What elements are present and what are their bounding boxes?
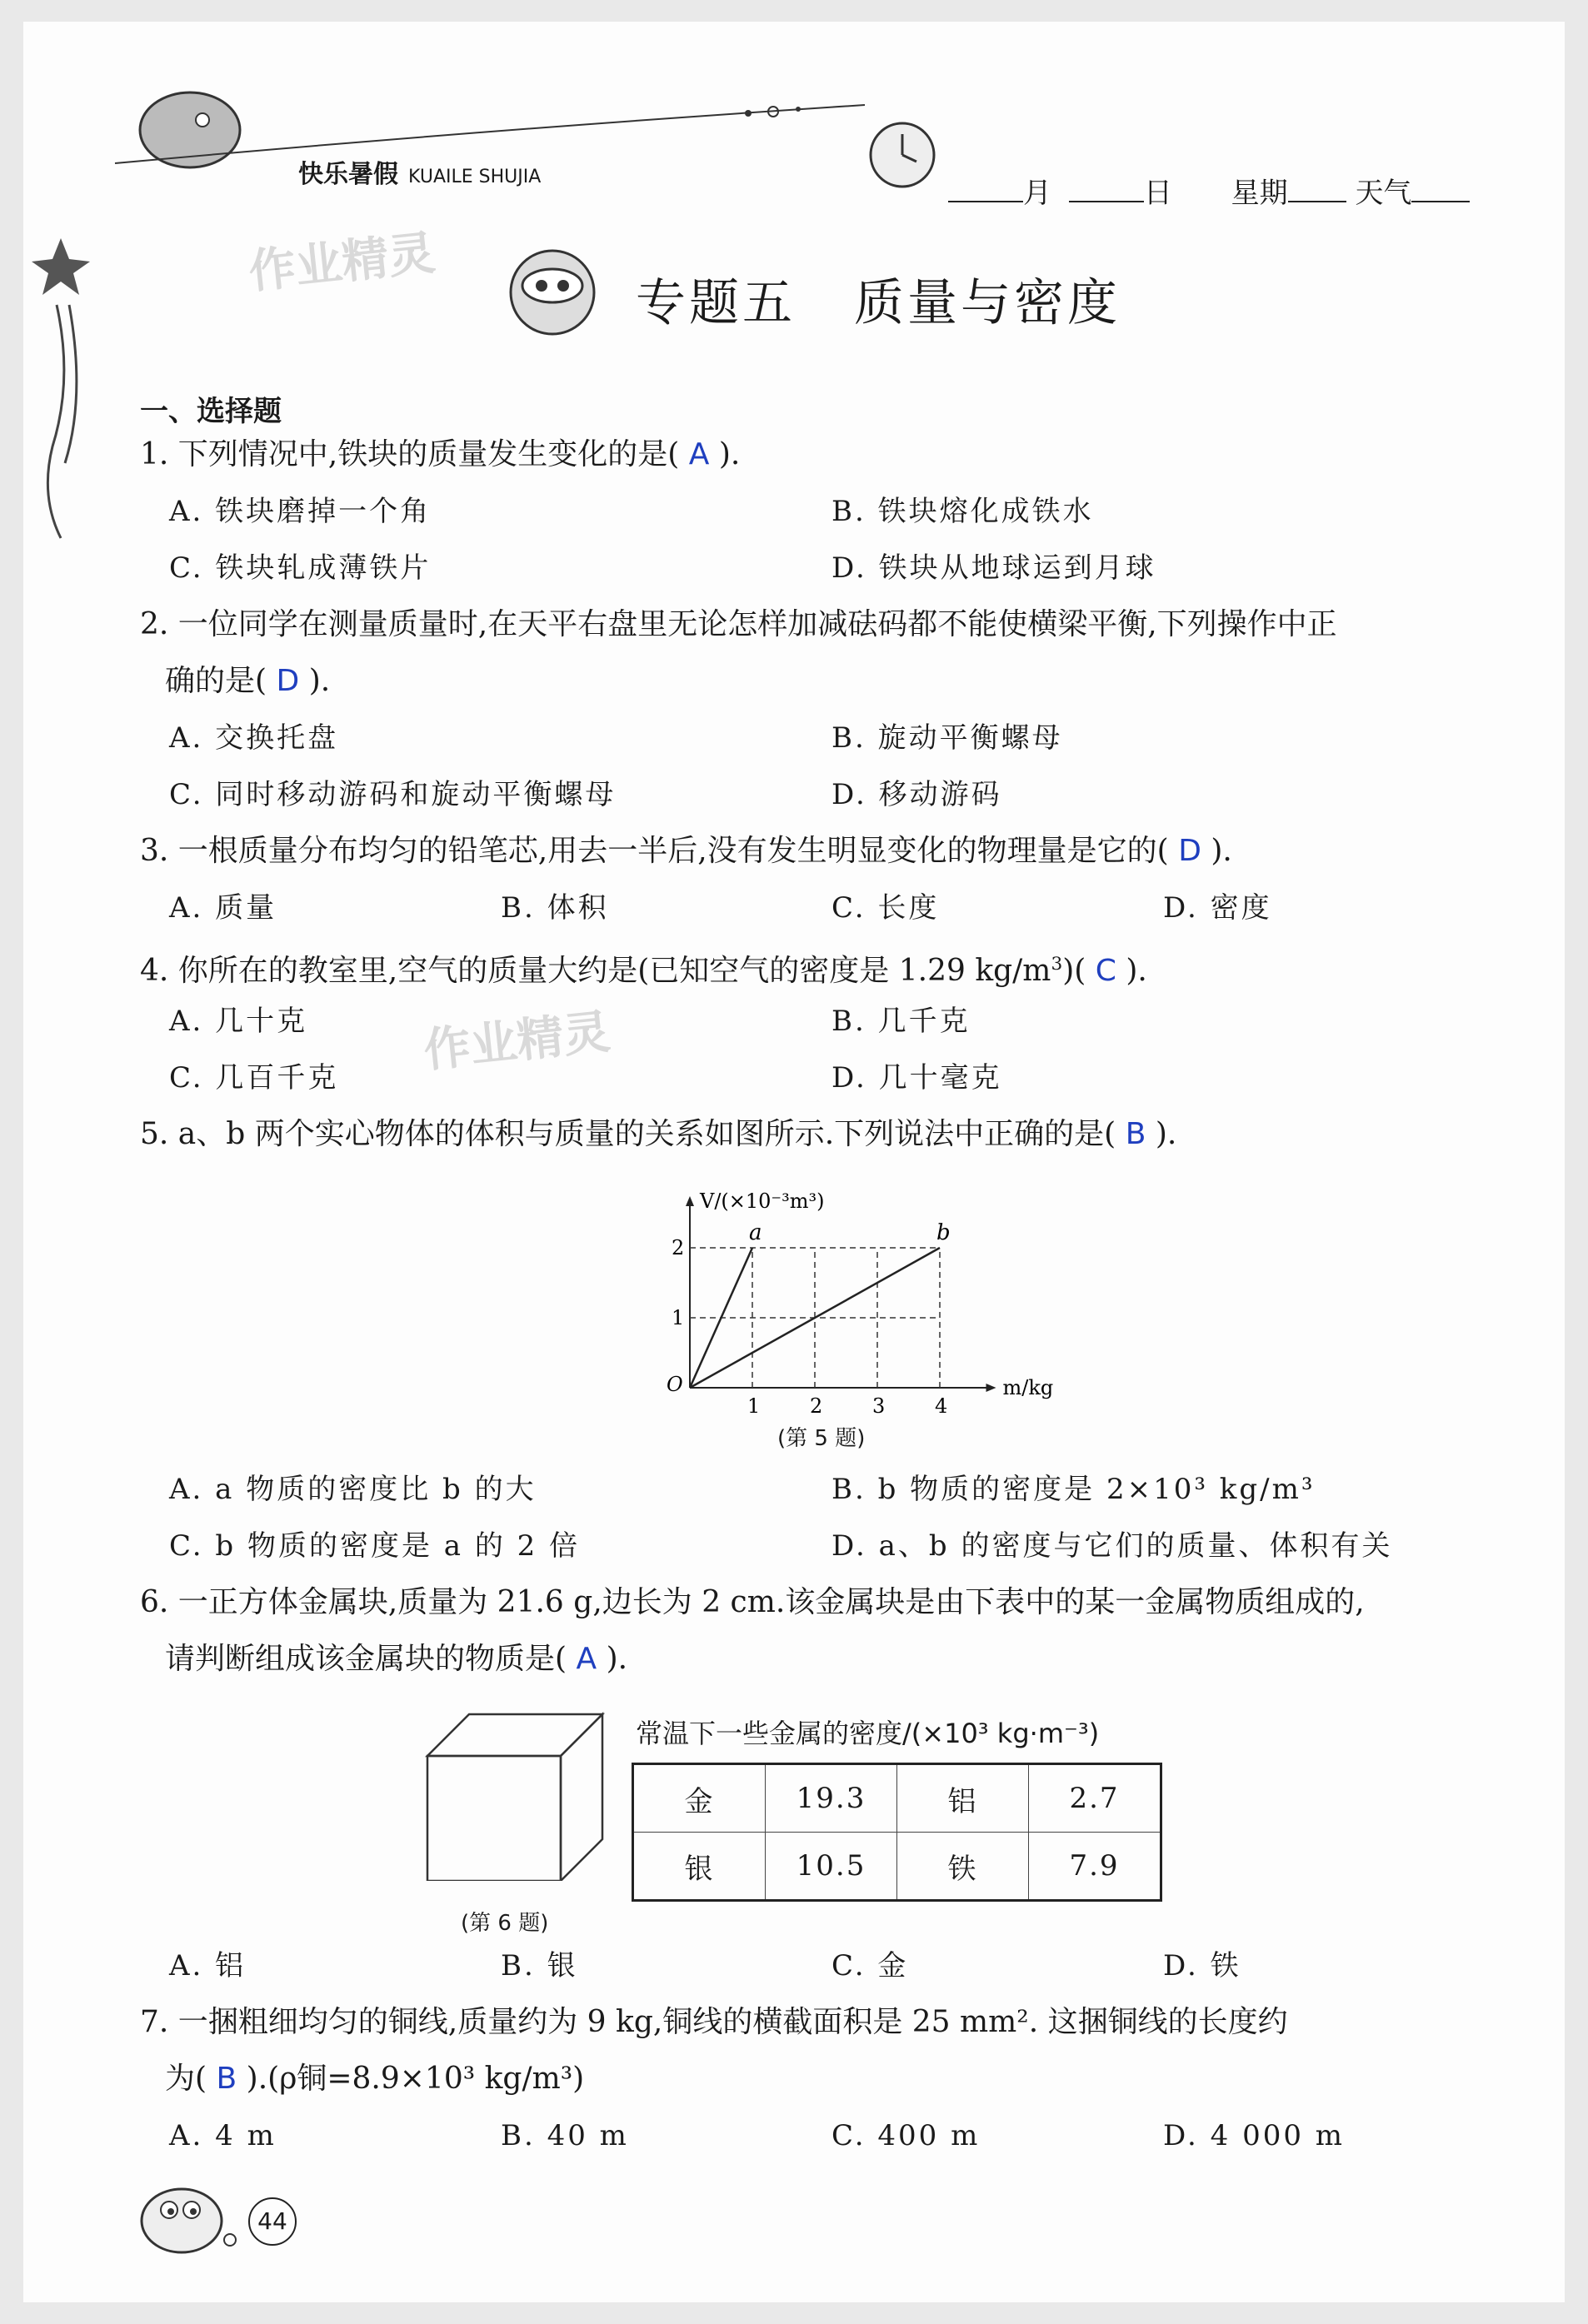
page-title: 专题五 质量与密度 [636,274,1121,332]
table-cell: 19.3 [766,1764,897,1833]
table-row [633,1764,1161,1833]
diver-mascot-icon [490,234,615,351]
table-title: 常温下一些金属的密度/(×10³ kg·m⁻³) [636,1718,1100,1749]
y-tick-label: 2 [672,1236,685,1259]
option: C. 长度 [831,891,940,925]
option: D. 移动游码 [831,778,1002,811]
origin-label: O [667,1373,683,1396]
cube-figure [419,1698,627,1881]
answer: B [216,2062,237,2096]
option: C. 铁块轧成薄铁片 [169,551,432,585]
option: B. 银 [501,1949,578,1982]
option: B. 铁块熔化成铁水 [831,495,1094,528]
table-cell: 金 [633,1764,766,1833]
table-cell: 铁 [897,1833,1029,1901]
option: D. 铁块从地球运到月球 [831,551,1156,585]
figure-caption: (第 6 题) [461,1911,549,1936]
date-line: 月 日 星期 天气 [948,170,1470,211]
option: C. 几百千克 [169,1061,339,1095]
watermark: 作业精灵 [246,226,438,300]
option: D. a、b 的密度与它们的质量、体积有关 [831,1529,1393,1563]
question-6: 6. 一正方体金属块,质量为 21.6 g,边长为 2 cm.该金属块是由下表中的某一金属物质组成的, [140,1585,1365,1619]
seaweed-decoration [23,213,98,546]
option: A. 铝 [169,1949,247,1982]
option: A. 几十克 [169,1005,308,1038]
volume-mass-chart [623,1171,1056,1438]
x-axis-arrow-icon [986,1384,996,1392]
option: A. 4 m [169,2119,277,2152]
y-axis-arrow-icon [686,1196,694,1206]
y-axis-label: V/(×10⁻³m³) [700,1189,825,1213]
option: D. 几十毫克 [831,1061,1002,1095]
series-label-b: b [936,1220,951,1245]
table-cell: 2.7 [1029,1764,1161,1833]
table-cell: 铝 [897,1764,1029,1833]
fish-mascot-icon [132,2175,240,2267]
question-5: 5. a、b 两个实心物体的体积与质量的关系如图所示.下列说法中正确的是( B ). [140,1117,1177,1151]
answer: A [688,437,710,471]
figure-caption: (第 5 题) [777,1426,866,1451]
option: B. b 物质的密度是 2×10³ kg/m³ [831,1473,1316,1506]
question-2-cont: 确的是( D ). [165,664,331,698]
x-tick-label: 2 [810,1394,823,1418]
answer: D [1178,834,1201,868]
question-3: 3. 一根质量分布均匀的铅笔芯,用去一半后,没有发生明显变化的物理量是它的( D ). [140,834,1232,868]
option: A. 交换托盘 [169,721,339,755]
starfish-icon [32,238,90,295]
question-7: 7. 一捆粗细均匀的铜线,质量约为 9 kg,铜线的横截面积是 25 mm². 这捆铜线的长度约 [140,2005,1288,2039]
question-1: 1. 下列情况中,铁块的质量发生变化的是( A ). [140,437,741,471]
answer: A [576,1642,597,1676]
answer: D [276,664,300,698]
question-2: 2. 一位同学在测量质量时,在天平右盘里无论怎样加减砝码都不能使横梁平衡,下列操作中正 [140,607,1337,641]
page-number: 44 [248,2197,297,2246]
series-label-a: a [749,1220,762,1245]
option: B. 旋动平衡螺母 [831,721,1063,755]
option: B. 40 m [501,2119,629,2152]
table-cell: 7.9 [1029,1833,1161,1901]
header-brand: 快乐暑假 KUAILE SHUJIA [298,160,542,189]
option: A. 质量 [169,891,277,925]
option: D. 密度 [1163,891,1272,925]
x-axis-label: m/kg [1002,1376,1054,1399]
option: D. 4 000 m [1163,2119,1346,2152]
table-cell: 10.5 [766,1833,897,1901]
option: A. 铁块磨掉一个角 [169,495,432,528]
option: C. b 物质的密度是 a 的 2 倍 [169,1529,581,1563]
option: C. 同时移动游码和旋动平衡螺母 [169,778,617,811]
x-tick-label: 4 [935,1394,948,1418]
option: B. 体积 [501,891,609,925]
question-4: 4. 你所在的教室里,空气的质量大约是(已知空气的密度是 1.29 $kg/m^3$)( C ). [140,954,1147,988]
table-cell: 银 [633,1833,766,1901]
option: C. 金 [831,1949,909,1982]
y-tick-label: 1 [672,1306,685,1329]
answer: B [1125,1117,1146,1151]
option: D. 铁 [1163,1949,1241,1982]
option: B. 几千克 [831,1005,971,1038]
option: C. 400 m [831,2119,981,2152]
page [23,22,1565,2302]
question-7-cont: 为( B ).(ρ铜=8.9×10³ kg/m³) [165,2062,585,2096]
table-row [633,1833,1161,1901]
x-tick-label: 3 [872,1394,886,1418]
alarm-clock-icon [856,105,948,205]
option: A. a 物质的密度比 b 的大 [169,1473,537,1506]
watermark: 作业精灵 [421,1005,613,1079]
section-heading: 一、选择题 [140,395,282,428]
x-tick-label: 1 [747,1394,761,1418]
density-table [632,1763,1162,1902]
answer: C [1095,954,1116,988]
question-6-cont: 请判断组成该金属块的物质是( A ). [165,1642,628,1676]
